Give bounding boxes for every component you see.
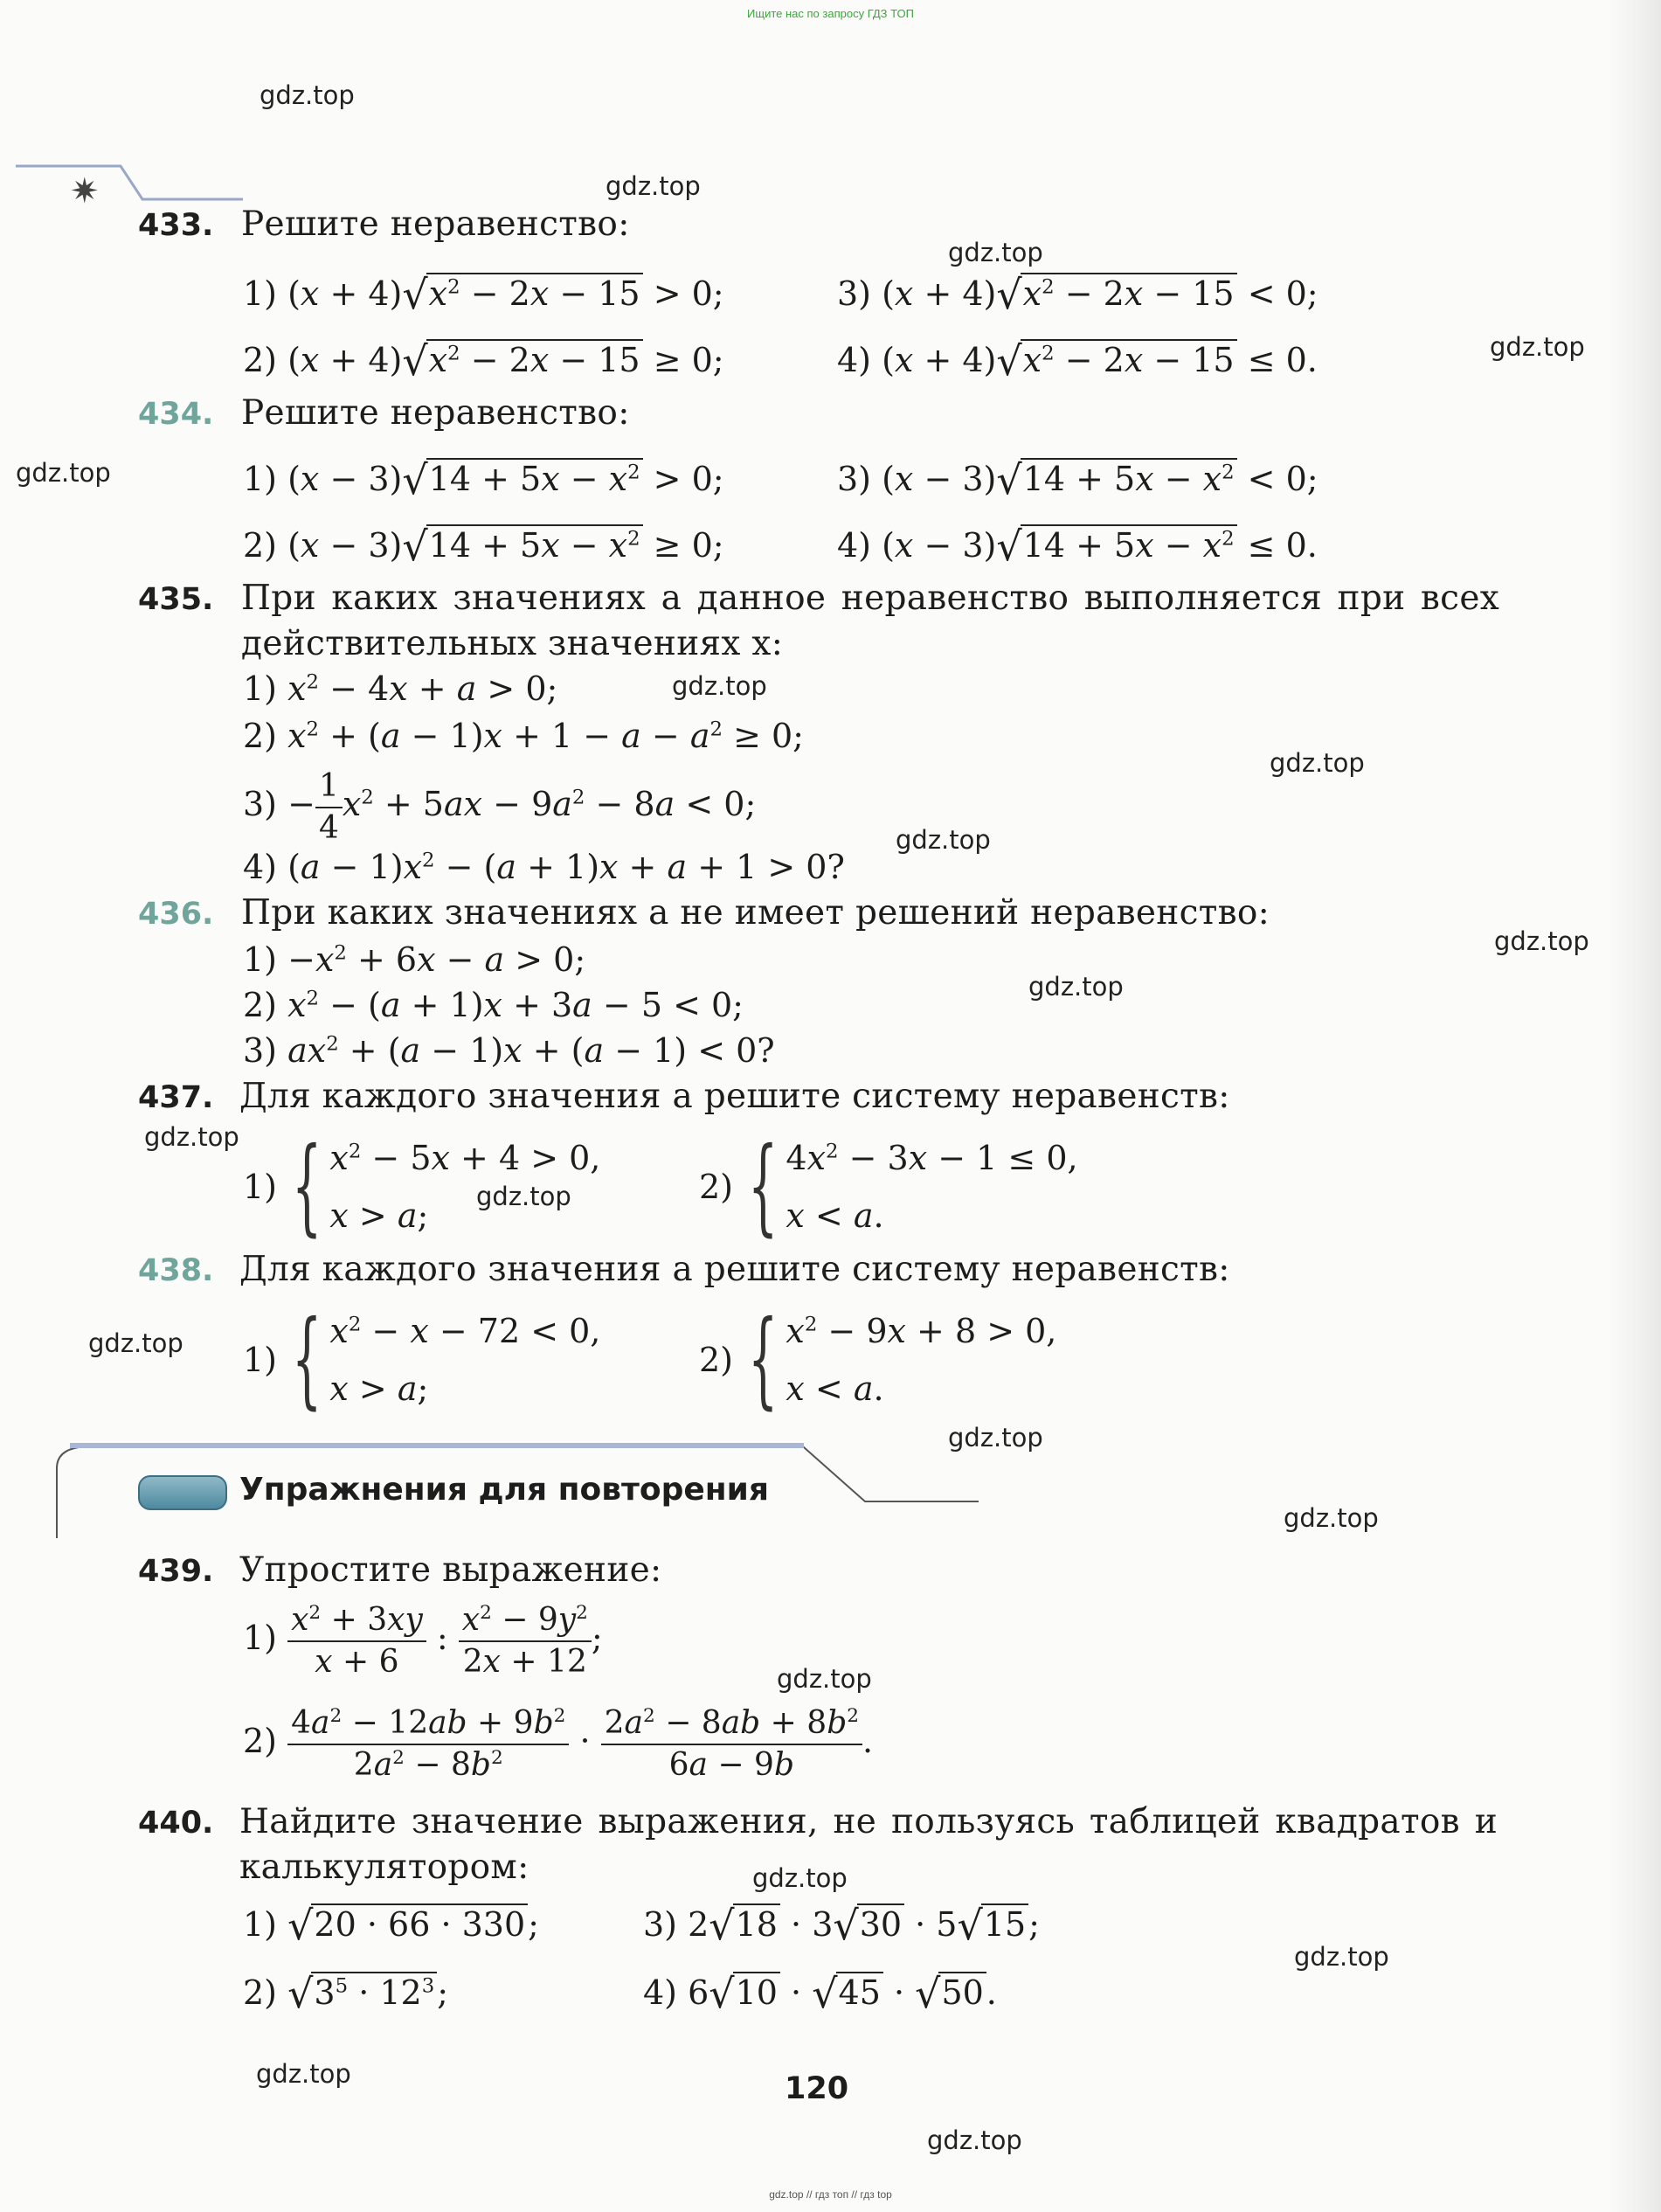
problem-text-440-line2: калькулятором: — [239, 1848, 529, 1887]
watermark: gdz.top — [1028, 972, 1124, 1002]
watermark: gdz.top — [948, 1423, 1043, 1453]
expression: 3) $(x - 3)√14 + 5x - x^2 < 0$; — [837, 456, 1318, 503]
watermark: gdz.top — [948, 238, 1043, 267]
page-number: 120 — [785, 2071, 849, 2106]
problem-number-439: 439. — [138, 1554, 214, 1589]
expression: 1) √20 · 66 · 330; — [243, 1902, 539, 1949]
header-tab-decoration — [16, 157, 252, 210]
expression: 2) $(x - 3)√14 + 5x - x^2 \ge 0$; — [243, 523, 724, 570]
watermark: gdz.top — [672, 671, 767, 701]
watermark: gdz.top — [752, 1863, 848, 1893]
watermark: gdz.top — [144, 1122, 239, 1152]
problem-number-434: 434. — [138, 397, 214, 432]
problem-number-435: 435. — [138, 582, 214, 617]
watermark: gdz.top — [88, 1328, 183, 1358]
page-edge-shadow — [1608, 0, 1661, 2212]
problem-number-440: 440. — [138, 1806, 214, 1841]
expression: 4) $(x + 4)√x^2 - 2x - 15 \le 0$. — [837, 337, 1318, 385]
section-title: Упражнения для повторения — [239, 1472, 770, 1508]
watermark: gdz.top — [260, 80, 355, 110]
problem-text-435-line2: действительных значениях x: — [241, 624, 784, 663]
expression: 2) $(x + 4)√x^2 - 2x - 15 \ge 0$; — [243, 337, 724, 385]
expression: 4) $(x - 3)√14 + 5x - x^2 \le 0$. — [837, 523, 1318, 570]
system-of-inequalities: 2) { $4x^2 - 3x - 1 \le 0$, x < a. — [699, 1126, 1078, 1247]
watermark: gdz.top — [16, 458, 111, 488]
expression: 2) $x^2 + (a - 1)x + 1 - a - a^2 \ge 0$; — [243, 717, 804, 755]
top-note: Ищите нас по запросу ГДЗ ТОП — [747, 7, 914, 20]
system-of-inequalities: 1) { $x^2 - x - 72 < 0$, x > a; — [243, 1299, 601, 1420]
expression: 1) $(x - 3)√14 + 5x - x^2 > 0$; — [243, 456, 724, 503]
watermark: gdz.top — [476, 1182, 571, 1211]
problem-text-440-line1: Найдите значение выражения, не пользуясь таблицей квадратов и — [239, 1802, 1498, 1841]
expression: 2) $\frac{4a^2 - 12ab + 9b^2}{2a^2 - 8b^2}$ · $\frac{2a^2 - 8ab + 8b^2}{6a - 9b}$ . — [243, 1705, 874, 1783]
expression: 3) $(x + 4)√x^2 - 2x - 15 < 0$; — [837, 271, 1318, 318]
watermark: gdz.top — [1490, 332, 1585, 362]
system-of-inequalities: 2) { $x^2 - 9x + 8 > 0$, x < a. — [699, 1299, 1057, 1420]
system-of-inequalities: 1) { $x^2 - 5x + 4 > 0$, x > a; — [243, 1126, 601, 1247]
expression: 1) $x^2 - 4x + a > 0$; — [243, 669, 558, 708]
watermark: gdz.top — [927, 2125, 1022, 2155]
problem-text-433: Решите неравенство: — [241, 205, 630, 244]
watermark: gdz.top — [896, 825, 991, 855]
problem-number-436: 436. — [138, 897, 214, 932]
problem-text-439: Упростите выражение: — [239, 1550, 662, 1590]
problem-text-437: Для каждого значения a решите систему неравенств: — [239, 1077, 1230, 1116]
expression: 4) $(a - 1)x^2 - (a + 1)x + a + 1 > 0$? — [243, 848, 845, 886]
section-badge-icon — [138, 1475, 227, 1510]
expression: 1) $\frac{x^2 + 3xy}{x + 6}$ : $\frac{x^2 - 9y^2}{2x + 12}$ ; — [243, 1602, 603, 1680]
problem-text-436: При каких значениях a не имеет решений неравенство: — [241, 893, 1270, 933]
watermark: gdz.top — [1494, 926, 1589, 956]
bottom-note: gdz.top // гдз топ // гдз top — [769, 2188, 892, 2201]
watermark: gdz.top — [1270, 748, 1365, 778]
star-icon: ✷ — [70, 171, 100, 211]
expression: $1) -x^2 + 6x - a > 0$; — [243, 940, 586, 979]
problem-text-435-line1: При каких значениях a данное неравенство выполняется при всех — [241, 579, 1499, 618]
expression: 3) − $\frac{1}{4}$ $x^2 + 5ax - 9a^2 - 8a < 0$; — [243, 768, 757, 846]
watermark: gdz.top — [777, 1664, 872, 1694]
problem-number-437: 437. — [138, 1080, 214, 1115]
problem-text-434: Решите неравенство: — [241, 393, 630, 433]
expression: 2) $x^2 - (a + 1)x + 3a - 5 < 0$; — [243, 986, 744, 1024]
expression: 1) $(x + 4)√x^2 - 2x - 15 > 0$; — [243, 271, 724, 318]
watermark: gdz.top — [1294, 1942, 1389, 1972]
expression: 3) $ax^2 + (a - 1)x + (a - 1) < 0$? — [243, 1031, 775, 1070]
problem-number-438: 438. — [138, 1253, 214, 1288]
expression: 4) 6√10 · √45 · √50. — [643, 1970, 997, 2017]
expression: 2) $√3^5 \cdot 12^3$; — [243, 1970, 449, 2017]
problem-number-433: 433. — [138, 208, 214, 243]
problem-text-438: Для каждого значения a решите систему неравенств: — [239, 1250, 1230, 1289]
expression: 3) 2√18 · 3√30 · 5√15; — [643, 1902, 1040, 1949]
watermark: gdz.top — [606, 171, 701, 201]
watermark: gdz.top — [256, 2059, 351, 2089]
watermark: gdz.top — [1284, 1503, 1379, 1533]
